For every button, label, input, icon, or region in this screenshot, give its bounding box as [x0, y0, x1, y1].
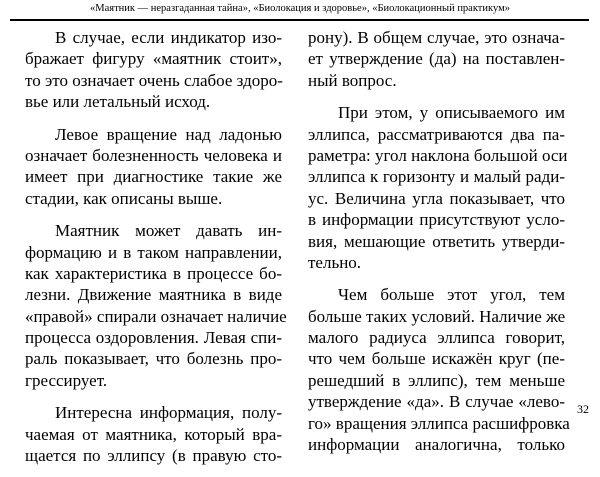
- text-line: как характеристика в процессе бо-: [25, 263, 282, 283]
- text-line: бражает фигуру «маятник стоит»,: [25, 49, 282, 69]
- text-line: решедший в эллипс), тем меньше: [308, 370, 565, 390]
- text-line: то это означает очень слабое здоро-: [25, 70, 283, 90]
- text-line: грессирует.: [25, 370, 108, 390]
- text-line: в информации присутствуют усло-: [308, 210, 565, 230]
- text-line: означает болезненность человека и: [25, 145, 282, 165]
- text-line: эллипса к горизонту и малый ради-: [308, 167, 565, 187]
- paragraph: [25, 402, 282, 466]
- text-line: имеет при диагностике такие же: [25, 167, 282, 187]
- text-line: информации аналогична, только: [308, 435, 565, 455]
- running-header: «Маятник — неразгаданная тайна», «Биолокация и здоровье», «Биолокационный практикум»: [90, 3, 510, 14]
- text-line: вия, мешающие ответить утверди-: [308, 231, 565, 251]
- text-line: вье или летальный исход.: [25, 92, 211, 112]
- text-line: го» вращения эллипса расшифровка: [308, 413, 570, 433]
- text-line: «правой» спирали означает наличие: [25, 306, 287, 326]
- paragraph: [25, 124, 282, 210]
- text-line: щается по эллипсу (в правую сто-: [25, 446, 282, 466]
- text-line: лезни. Движение маятника в виде: [25, 285, 282, 305]
- paragraph: [308, 102, 568, 273]
- left-column: [25, 27, 287, 477]
- text-line: что чем больше искажён круг (пе-: [308, 349, 565, 369]
- text-line: ус. Величина угла показывает, что: [308, 188, 565, 208]
- text-line: раметра: угол наклона большой оси: [308, 145, 568, 165]
- text-line: В случае, если индикатор изо-: [55, 28, 282, 47]
- text-line: малого радиуса эллипса говорит,: [308, 328, 565, 348]
- text-line: Маятник может давать ин-: [55, 221, 282, 241]
- paragraph: [25, 27, 282, 113]
- page-number: 32: [577, 402, 589, 416]
- paragraph: [25, 220, 287, 391]
- text-line: больше таких условий. Наличие же: [308, 306, 566, 326]
- text-line: рону). В общем случае, это означа-: [308, 28, 565, 47]
- text-line: чаемая от маятника, который вра-: [25, 424, 282, 444]
- text-line: Интересна информация, полу-: [55, 403, 282, 423]
- text-line: процесса оздоровления. Левая спи-: [25, 328, 282, 348]
- paragraph: [308, 284, 570, 455]
- paragraph: [308, 27, 565, 91]
- text-line: тельно.: [308, 252, 362, 272]
- text-line: утверждение «да». В случае «лево-: [308, 392, 565, 412]
- text-line: стадии, как описаны выше.: [25, 188, 223, 208]
- text-line: эллипса, рассматриваются два па-: [308, 124, 565, 144]
- text-line: формацию и в таком направлении,: [25, 242, 282, 262]
- text-line: При этом, у описываемого им: [338, 103, 565, 123]
- text-line: Чем больше этот угол, тем: [338, 285, 565, 305]
- text-line: ный вопрос.: [308, 70, 397, 90]
- text-line: раль показывает, что болезнь про-: [25, 349, 282, 369]
- text-line: Левое вращение над ладонью: [55, 124, 282, 144]
- text-line: ет утверждение (да) на поставлен-: [308, 49, 565, 69]
- right-column: [308, 27, 570, 466]
- header-rule: [10, 19, 589, 21]
